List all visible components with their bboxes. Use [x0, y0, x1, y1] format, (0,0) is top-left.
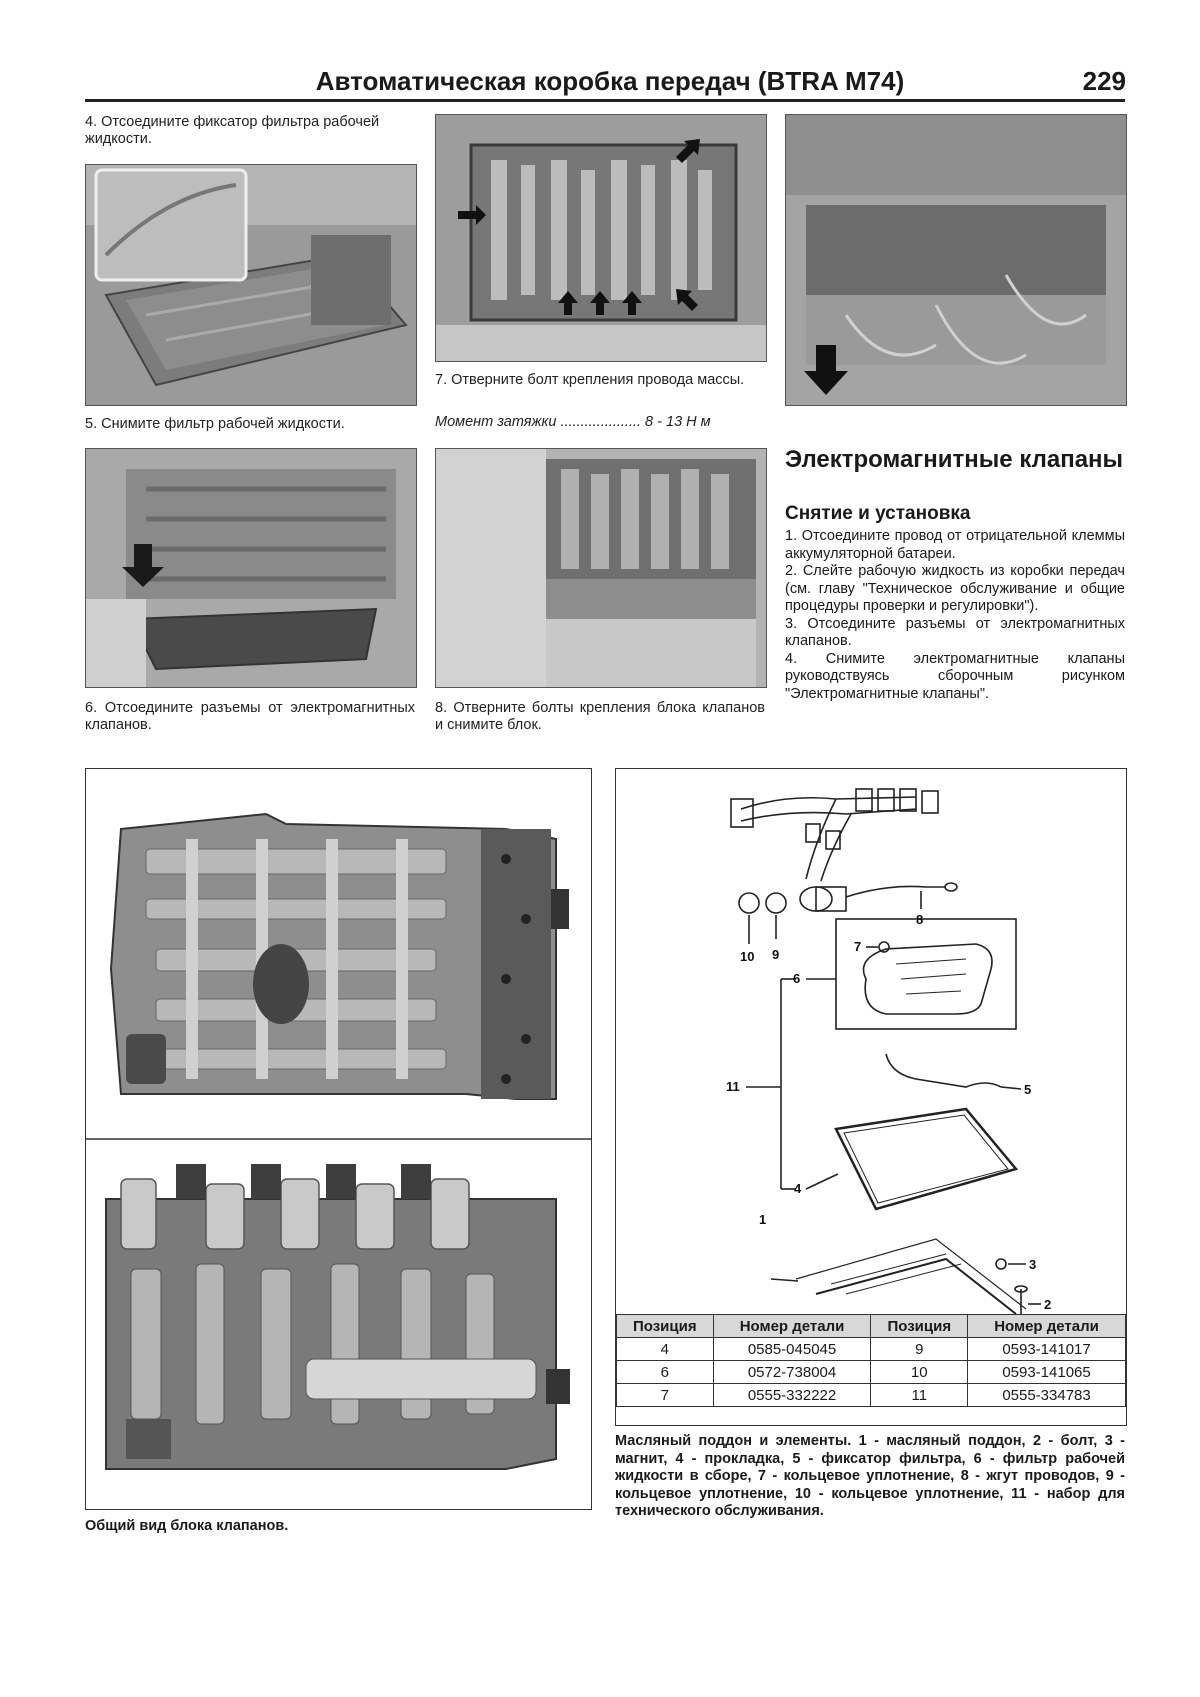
diagram-label-4: 4 — [794, 1181, 802, 1196]
section-body — [785, 528, 1125, 703]
table-cell: 10 — [871, 1361, 968, 1384]
step-5-caption: 5. Снимите фильтр рабочей жидкости. — [85, 416, 345, 432]
section-paragraph-3: 3. Отсоедините разъемы от электромагнитных клапанов. — [785, 615, 1125, 649]
diagram-label-6: 6 — [793, 971, 801, 986]
table-cell: 0572-738004 — [713, 1361, 871, 1384]
step-8-caption: 8. Отверните болты крепления блока клапанов и снимите блок. — [435, 700, 765, 733]
oil-pan-diagram-frame — [615, 768, 1127, 1426]
photo-valve-body-removal — [435, 448, 767, 688]
page-number: 229 — [1082, 66, 1126, 96]
valve-body-caption: Общий вид блока клапанов. — [85, 1518, 289, 1534]
diagram-caption: Масляный поддон и элементы. 1 - масляный поддон, 2 - болт, 3 - магнит, 4 - прокладка, 5 - фиксатор фильтра, 6 - фильтр рабочей жидкости в сборе, 7 - кольцевое уплотнение, 8 - жгут проводов, 9 - кольцевое уплотнение, 10 - кольцевое уплотнение, 11 - набор для технического обслуживания. — [615, 1433, 1125, 1519]
table-cell: 0593-141065 — [968, 1361, 1126, 1384]
photo-valve-body-bolts — [435, 114, 767, 362]
diagram-label-9: 9 — [772, 947, 780, 962]
col-part-number: Номер детали — [968, 1315, 1126, 1338]
diagram-label-3: 3 — [1029, 1257, 1037, 1272]
diagram-label-11: 11 — [726, 1079, 740, 1094]
section-paragraph-1: 1. Отсоедините провод от отрицательной клеммы аккумуляторной батареи. — [785, 528, 1125, 562]
diagram-label-10: 10 — [740, 949, 755, 964]
table-row — [617, 1338, 1126, 1361]
photo-valve-body-lowered — [785, 114, 1127, 406]
valve-body-side-view — [106, 1164, 570, 1469]
photo-filter-removal — [85, 448, 417, 688]
table-row — [617, 1361, 1126, 1384]
table-cell: 9 — [871, 1338, 968, 1361]
diagram-label-2: 2 — [1044, 1297, 1052, 1312]
page-header-title: Автоматическая коробка передач (BTRA M74) — [315, 66, 905, 96]
table-cell: 4 — [617, 1338, 714, 1361]
table-cell: 0585-045045 — [713, 1338, 871, 1361]
header-rule — [85, 99, 1125, 102]
table-cell: 7 — [617, 1384, 714, 1407]
parts-table-header — [617, 1315, 1126, 1338]
table-cell: 0555-334783 — [968, 1384, 1126, 1407]
diagram-label-8: 8 — [916, 912, 924, 927]
diagram-label-1: 1 — [759, 1212, 767, 1227]
photo-filter-retainer — [85, 164, 417, 406]
step-7-torque: Момент затяжки .................... 8 - 13 Н м — [435, 414, 711, 430]
oil-pan-exploded-diagram — [616, 769, 1126, 1314]
col-position: Позиция — [617, 1315, 714, 1338]
col-position: Позиция — [871, 1315, 968, 1338]
table-cell: 11 — [871, 1384, 968, 1407]
section-paragraph-2: 2. Слейте рабочую жидкость из коробки передач (см. главу "Техническое обслуживание и общие процедуры проверки и регулировки"). — [785, 563, 1125, 614]
table-row — [617, 1384, 1126, 1407]
step-7-caption: 7. Отверните болт крепления провода массы. — [435, 372, 745, 388]
step-4-caption: 4. Отсоедините фиксатор фильтра рабочей жидкости. — [85, 114, 380, 147]
valve-body-photo-frame — [85, 768, 592, 1510]
table-cell: 0555-332222 — [713, 1384, 871, 1407]
col-part-number: Номер детали — [713, 1315, 871, 1338]
diagram-label-7: 7 — [854, 939, 862, 954]
valve-body-top-view — [111, 814, 569, 1099]
parts-table — [616, 1314, 1126, 1407]
section-subtitle: Снятие и установка — [785, 503, 971, 524]
step-6-caption: 6. Отсоедините разъемы от электромагнитных клапанов. — [85, 700, 415, 733]
section-paragraph-4: 4. Снимите электромагнитные клапаны руководствуясь сборочным рисунком "Электромагнитные клапаны". — [785, 650, 1125, 702]
section-title: Электромагнитные клапаны — [785, 446, 1124, 473]
table-cell: 0593-141017 — [968, 1338, 1126, 1361]
diagram-label-5: 5 — [1024, 1082, 1032, 1097]
table-cell: 6 — [617, 1361, 714, 1384]
valve-body-photos — [86, 769, 591, 1509]
